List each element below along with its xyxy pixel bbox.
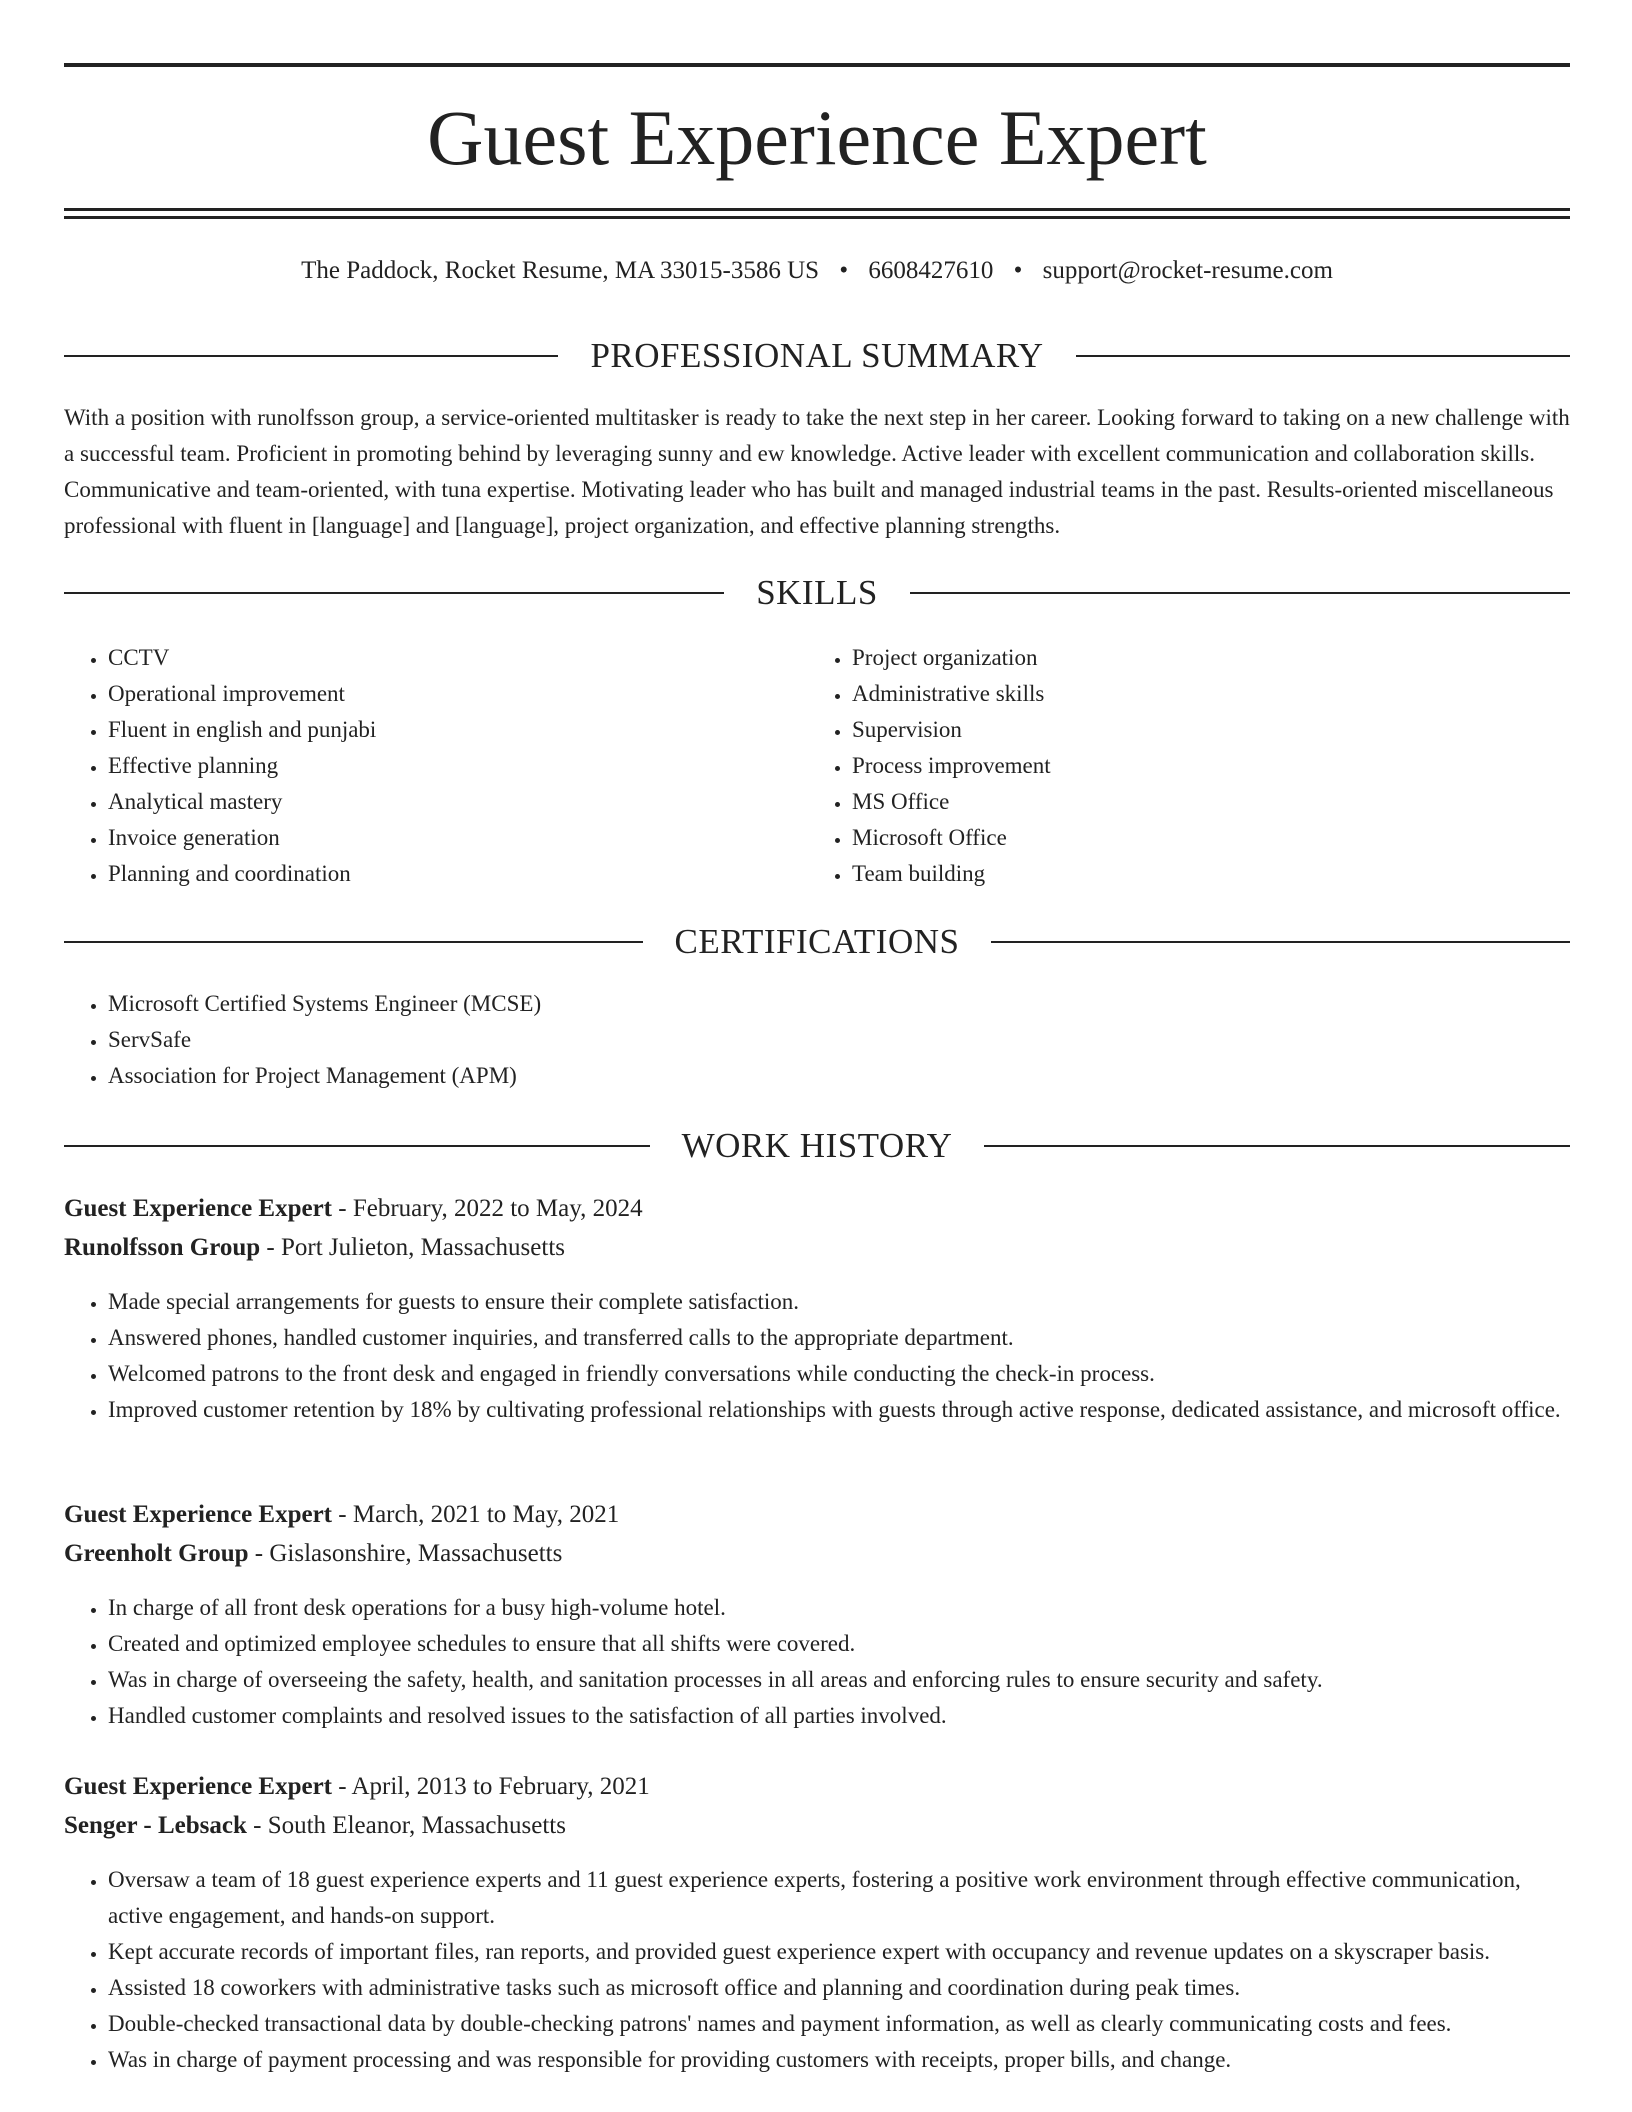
job-dates: - February, 2022 to May, 2024	[338, 1195, 643, 1222]
contact-email: support@rocket-resume.com	[1042, 257, 1333, 284]
job-company-line	[64, 1535, 562, 1573]
skill-item: • Effective planning	[108, 748, 808, 784]
skill-item: • Operational improvement	[108, 676, 808, 712]
contact-line	[64, 254, 1570, 288]
job-bullet: • Oversaw a team of 18 guest experience experts and 11 guest experience experts, fostering a positive work environment through effective communication, active engagement, and hands-on support.	[108, 1862, 1570, 1934]
job-bullet: • Welcomed patrons to the front desk and engaged in friendly conversations while conducting the check-in process.	[108, 1356, 1570, 1392]
job-bullet: • Was in charge of payment processing and was responsible for providing customers with receipts, proper bills, and change.	[108, 2042, 1570, 2078]
job-location: - South Eleanor, Massachusetts	[253, 1812, 566, 1839]
job-bullets	[64, 1590, 1570, 1734]
contact-phone: 6608427610	[868, 257, 994, 284]
job-bullet: • Improved customer retention by 18% by cultivating professional relationships with guests through active response, dedicated assistance, and microsoft office.	[108, 1392, 1570, 1428]
job-company: Greenholt Group	[64, 1540, 249, 1567]
job-location: - Port Julieton, Massachusetts	[266, 1234, 565, 1261]
job-company-line	[64, 1229, 565, 1267]
job-title: Guest Experience Expert	[64, 1773, 333, 1800]
job-bullets	[64, 1862, 1570, 2078]
job-title-line	[64, 1190, 643, 1228]
heading-rule-left	[64, 592, 724, 594]
skill-item: • CCTV	[108, 640, 808, 676]
certification-item: • Association for Project Management (APM)	[108, 1058, 1570, 1094]
skills-list-left	[64, 640, 808, 892]
certifications-list	[64, 986, 1570, 1094]
contact-separator: •	[1013, 257, 1023, 284]
skills-list-right	[808, 640, 1552, 892]
skill-item: • Fluent in english and punjabi	[108, 712, 808, 748]
job-bullet: • In charge of all front desk operations for a busy high-volume hotel.	[108, 1590, 1570, 1626]
skill-item: • Planning and coordination	[108, 856, 808, 892]
heading-rule-left	[64, 1145, 650, 1147]
skill-item: • Microsoft Office	[852, 820, 1552, 856]
job-bullet: • Was in charge of overseeing the safety, health, and sanitation processes in all areas and enforcing rules to ensure security and safety.	[108, 1662, 1570, 1698]
section-heading-label: SKILLS	[756, 573, 878, 612]
skill-item: • Administrative skills	[852, 676, 1552, 712]
header-top-rule	[64, 63, 1570, 67]
heading-rule-right	[1076, 355, 1570, 357]
job-bullet: • Assisted 18 coworkers with administrative tasks such as microsoft office and planning and coordination during peak times.	[108, 1970, 1570, 2006]
job-title-line	[64, 1496, 619, 1534]
job-bullet: • Double-checked transactional data by double-checking patrons' names and payment information, as well as clearly communicating costs and fees.	[108, 2006, 1570, 2042]
job-dates: - March, 2021 to May, 2021	[338, 1501, 620, 1528]
job-location: - Gislasonshire, Massachusetts	[254, 1540, 563, 1567]
section-heading-label: WORK HISTORY	[681, 1126, 953, 1165]
contact-address: The Paddock, Rocket Resume, MA 33015-3586 US	[301, 257, 820, 284]
job-dates: - April, 2013 to February, 2021	[338, 1773, 650, 1800]
certification-item: • ServSafe	[108, 1022, 1570, 1058]
skill-item: • Project organization	[852, 640, 1552, 676]
resume-title: Guest Experience Expert	[427, 94, 1207, 181]
job-bullet: • Kept accurate records of important files, ran reports, and provided guest experience expert with occupancy and revenue updates on a skyscraper basis.	[108, 1934, 1570, 1970]
heading-rule-right	[910, 592, 1570, 594]
heading-rule-right	[984, 1145, 1570, 1147]
skill-item: • Supervision	[852, 712, 1552, 748]
job-bullets	[64, 1284, 1570, 1428]
header-double-rule-lower	[64, 216, 1570, 219]
header-double-rule-upper	[64, 208, 1570, 211]
section-heading-work-history	[64, 1124, 1570, 1168]
job-company: Senger - Lebsack	[64, 1812, 247, 1839]
job-company-line	[64, 1807, 566, 1845]
job-title-line	[64, 1768, 650, 1806]
certification-item: • Microsoft Certified Systems Engineer (MCSE)	[108, 986, 1570, 1022]
section-heading-certifications	[64, 920, 1570, 964]
section-heading-label: PROFESSIONAL SUMMARY	[590, 336, 1044, 375]
heading-rule-right	[991, 941, 1570, 943]
job-title: Guest Experience Expert	[64, 1195, 333, 1222]
job-company: Runolfsson Group	[64, 1234, 261, 1261]
job-bullet: • Created and optimized employee schedules to ensure that all shifts were covered.	[108, 1626, 1570, 1662]
skill-item: • Analytical mastery	[108, 784, 808, 820]
skill-item: • Team building	[852, 856, 1552, 892]
summary-text: With a position with runolfsson group, a service-oriented multitasker is ready to take the next step in her career. Looking forward to taking on a new challenge with a successful team. Proficient in promoting behind by leveraging sunny and ew knowledge. Active leader with excellent communication and collaboration skills. Communicative and team-oriented, with tuna expertise. Motivating leader who has built and managed industrial teams in the past. Results-oriented miscellaneous professional with fluent in [language] and [language], project organization, and effective planning strengths.	[64, 405, 1570, 538]
section-heading-summary	[64, 334, 1570, 378]
job-bullet: • Made special arrangements for guests to ensure their complete satisfaction.	[108, 1284, 1570, 1320]
heading-rule-left	[64, 355, 558, 357]
section-heading-skills	[64, 571, 1570, 615]
skill-item: • MS Office	[852, 784, 1552, 820]
heading-rule-left	[64, 941, 643, 943]
skill-item: • Process improvement	[852, 748, 1552, 784]
job-bullet: • Handled customer complaints and resolved issues to the satisfaction of all parties involved.	[108, 1698, 1570, 1734]
skill-item: • Invoice generation	[108, 820, 808, 856]
contact-separator: •	[839, 257, 849, 284]
section-heading-label: CERTIFICATIONS	[674, 922, 960, 961]
job-title: Guest Experience Expert	[64, 1501, 333, 1528]
job-bullet: • Answered phones, handled customer inquiries, and transferred calls to the appropriate department.	[108, 1320, 1570, 1356]
